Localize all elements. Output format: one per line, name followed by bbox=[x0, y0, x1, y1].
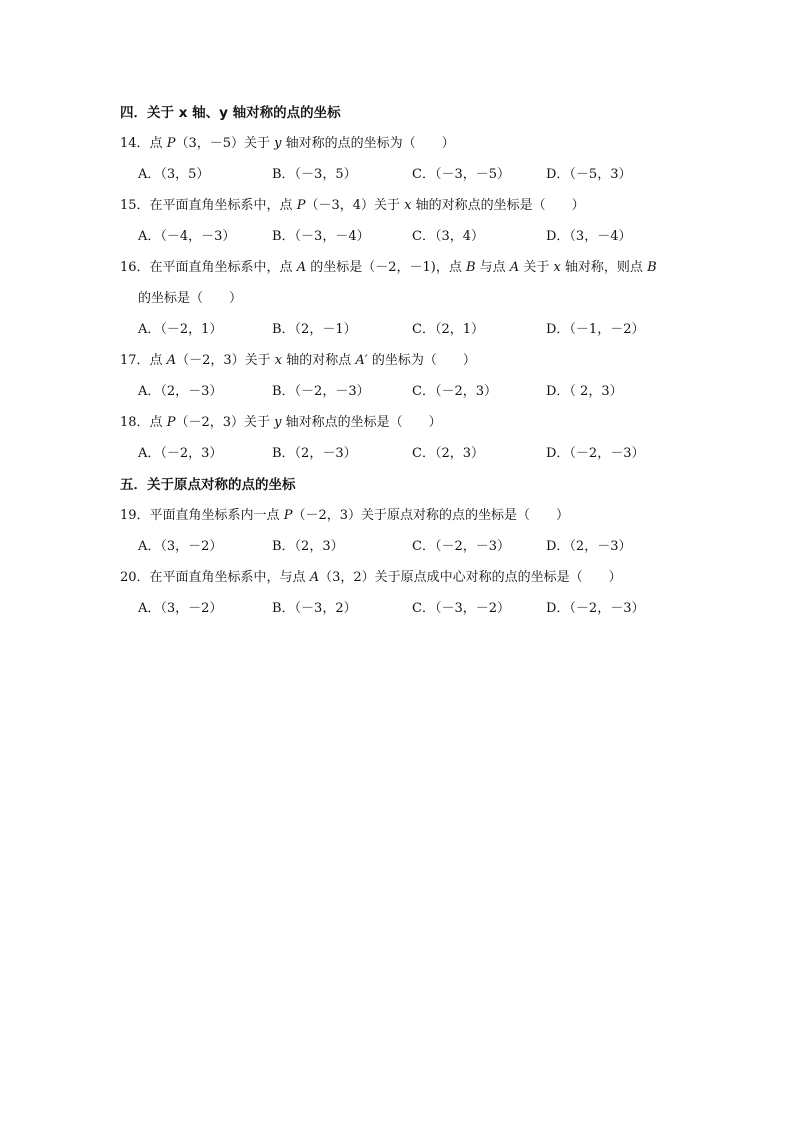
option-a: A．（3，5） bbox=[138, 167, 210, 182]
question-text: 点 P（－2，3）关于 y 轴对称点的坐标是（ ） bbox=[149, 415, 442, 430]
section-title-5: 五．关于原点对称的点的坐标 bbox=[120, 477, 296, 493]
options-16 bbox=[120, 319, 700, 350]
question-text: 点 A（－2，3）关于 x 轴的对称点 A′ 的坐标为（ ） bbox=[149, 353, 476, 368]
options-17 bbox=[120, 381, 700, 412]
option-d: D．（－2，－3） bbox=[546, 601, 645, 616]
option-c: C．（2，3） bbox=[412, 446, 484, 461]
question-number: 14． bbox=[120, 136, 150, 151]
question-19 bbox=[120, 505, 700, 536]
question-number: 16． bbox=[120, 260, 150, 275]
option-d: D．（2，－3） bbox=[546, 539, 632, 554]
question-14 bbox=[120, 133, 700, 164]
question-number: 18． bbox=[120, 415, 150, 430]
question-18 bbox=[120, 412, 700, 443]
question-text: 在平面直角坐标系中，点 P（－3，4）关于 x 轴的对称点的坐标是（ ） bbox=[149, 198, 585, 213]
options-18 bbox=[120, 443, 700, 474]
option-a: A．（－2，1） bbox=[138, 322, 223, 337]
option-a: A．（－4，－3） bbox=[138, 229, 236, 244]
question-text: 在平面直角坐标系中，点 A 的坐标是（－2，－1)，点 B 与点 A 关于 x 轴对称，则点 B bbox=[149, 260, 657, 275]
option-c: C．（3，4） bbox=[412, 229, 484, 244]
option-c: C．（－2，－3） bbox=[412, 539, 510, 554]
options-20 bbox=[120, 598, 700, 629]
option-b: B．（－3，2） bbox=[272, 601, 357, 616]
section-title-4: 四．关于 x 轴、y 轴对称的点的坐标 bbox=[120, 105, 341, 121]
question-text: 点 P（3，－5）关于 y 轴对称的点的坐标为（ ） bbox=[149, 136, 455, 151]
question-number: 15． bbox=[120, 198, 150, 213]
option-c: C．（2，1） bbox=[412, 322, 484, 337]
option-b: B．（2，－1） bbox=[272, 322, 357, 337]
option-c: C．（－3，－2） bbox=[412, 601, 510, 616]
option-c: C．（－3，－5） bbox=[412, 167, 510, 182]
option-a: A．（2，－3） bbox=[138, 384, 223, 399]
option-d: D．（－2，－3） bbox=[546, 446, 645, 461]
document-body bbox=[120, 102, 700, 629]
option-b: B．（－2，－3） bbox=[272, 384, 370, 399]
question-16-continuation: 的坐标是（ ） bbox=[138, 291, 243, 306]
option-d: D．（ 2，3） bbox=[546, 384, 623, 399]
question-number: 20． bbox=[120, 570, 150, 585]
question-15 bbox=[120, 195, 700, 226]
question-text: 在平面直角坐标系中，与点 A（3，2）关于原点成中心对称的点的坐标是（ ） bbox=[149, 570, 622, 585]
option-b: B．（2，－3） bbox=[272, 446, 357, 461]
question-20 bbox=[120, 567, 700, 598]
option-a: A．（3，－2） bbox=[138, 601, 223, 616]
question-number: 17． bbox=[120, 353, 150, 368]
option-d: D．（－1，－2） bbox=[546, 322, 645, 337]
question-16 bbox=[120, 257, 700, 288]
option-d: D．（－5，3） bbox=[546, 167, 632, 182]
question-number: 19． bbox=[120, 508, 150, 523]
question-text: 平面直角坐标系内一点 P（－2，3）关于原点对称的点的坐标是（ ） bbox=[149, 508, 569, 523]
option-b: B．（－3，5） bbox=[272, 167, 357, 182]
options-14 bbox=[120, 164, 700, 195]
option-b: B．（2，3） bbox=[272, 539, 344, 554]
option-d: D．（3，－4） bbox=[546, 229, 632, 244]
question-17 bbox=[120, 350, 700, 381]
option-a: A．（3，－2） bbox=[138, 539, 223, 554]
option-a: A．（－2，3） bbox=[138, 446, 223, 461]
option-b: B．（－3，－4） bbox=[272, 229, 370, 244]
options-15 bbox=[120, 226, 700, 257]
options-19 bbox=[120, 536, 700, 567]
option-c: C．（－2，3） bbox=[412, 384, 497, 399]
